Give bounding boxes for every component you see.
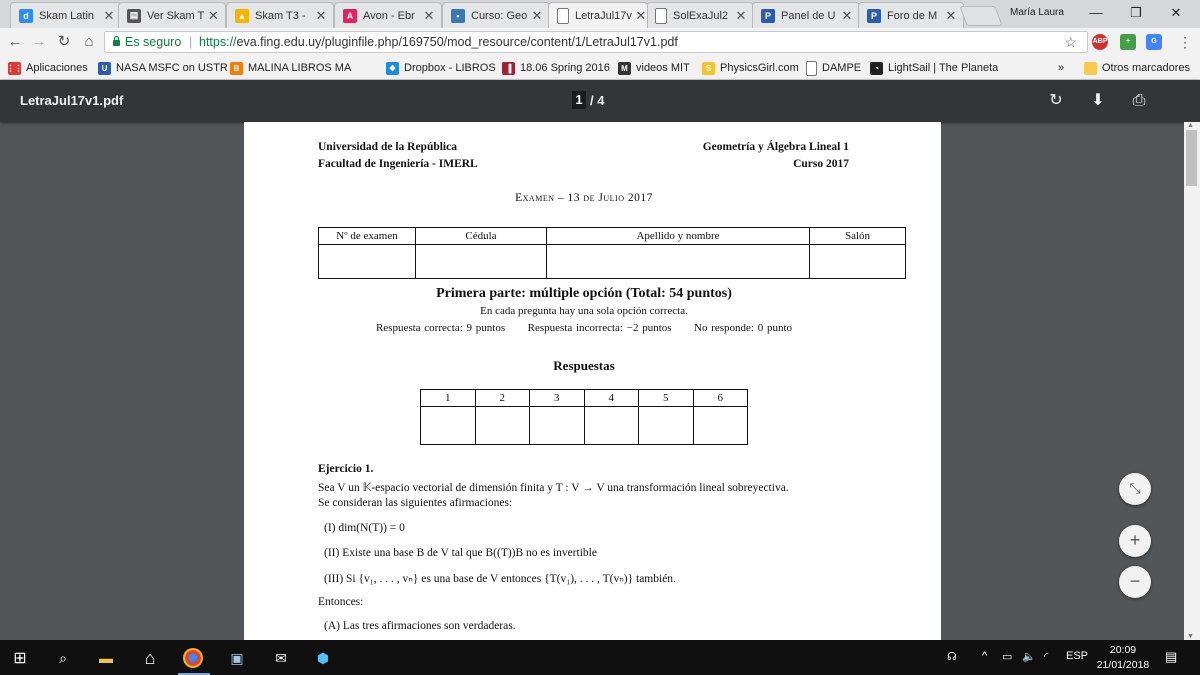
people-icon[interactable]: ☊ — [947, 651, 957, 663]
bookmark-8[interactable] — [806, 60, 861, 76]
reload-icon[interactable]: ↻ — [57, 33, 71, 50]
header-name: Apellido y nombre — [547, 228, 810, 245]
answer-column-2: 2 — [475, 390, 530, 407]
bookmark-label: DAMPE — [822, 62, 862, 74]
bookmark-9[interactable] — [870, 60, 998, 76]
cedula-cell — [416, 245, 547, 279]
secure-indicator[interactable] — [113, 32, 181, 52]
app-cube-icon[interactable]: ⬢ — [316, 649, 330, 666]
bookmark-6[interactable] — [618, 60, 690, 76]
part-subtitle: En cada pregunta hay una sola opción correcta. — [480, 305, 688, 317]
apps-grid-icon: ⋮⋮ — [6, 63, 23, 73]
url-text[interactable]: https://eva.fing.edu.uy/pluginfile.php/169750/mod_resource/content/1/LetraJul17v1.pdf — [199, 35, 678, 49]
url-separator: | — [189, 35, 193, 49]
lock-icon — [113, 40, 120, 46]
bookmark-label: videos MIT — [636, 62, 690, 74]
answers-table — [420, 389, 748, 445]
tab-4[interactable] — [334, 2, 442, 28]
scrollbar[interactable] — [1184, 122, 1200, 640]
scoring-line: Respuesta correcta: 9 puntos Respuesta incorrecta: −2 puntos No responde: 0 punto — [375, 322, 793, 334]
tab-close-icon[interactable]: ✕ — [103, 7, 115, 23]
answer-column-3: 3 — [530, 390, 585, 407]
bookmark-3[interactable] — [230, 60, 351, 76]
bookmarks-more-button[interactable]: » — [1058, 62, 1065, 74]
document-icon — [806, 61, 817, 76]
answer-cell-1 — [421, 407, 476, 445]
tab-title: Foro de M — [887, 9, 938, 22]
answer-column-6: 6 — [693, 390, 748, 407]
mit-icon: ▐ — [502, 62, 515, 75]
tab-title: LetraJul17v — [575, 9, 632, 22]
exercise-statement: Sea V un 𝕂-espacio vectorial de dimensión finita y T : V → V una transformación lineal sobreyectiva. — [318, 482, 789, 494]
bookmark-label: LightSail | The Planeta — [888, 62, 999, 74]
tab-title: Avon - Ebr — [363, 9, 415, 22]
header-room: Salón — [810, 228, 906, 245]
answer-cell-3 — [530, 407, 585, 445]
then-label: Entonces: — [318, 596, 364, 608]
answers-title: Respuestas — [553, 358, 615, 373]
bookmark-1[interactable] — [8, 60, 88, 76]
windows-taskbar — [0, 640, 1200, 675]
page-total: / 4 — [590, 93, 605, 108]
bookmark-star-icon[interactable]: ☆ — [1064, 34, 1077, 50]
tab-close-icon[interactable]: ✕ — [735, 7, 747, 23]
wifi-icon[interactable]: ◜ — [1044, 651, 1049, 663]
page-number-input[interactable]: 1 — [572, 91, 586, 109]
tab-title: Skam T3 - — [255, 9, 306, 22]
file-explorer-icon[interactable]: ▬ — [99, 650, 113, 666]
answer-column-4: 4 — [584, 390, 639, 407]
exam-title: Examen – 13 de Julio 2017 — [515, 192, 653, 204]
scrollbar-thumb[interactable] — [1186, 130, 1197, 186]
tab-1[interactable] — [10, 2, 122, 28]
tray-chevron-icon[interactable]: ^ — [982, 650, 988, 662]
minimize-icon[interactable]: — — [1089, 5, 1103, 20]
part-title: Primera parte: múltiple opción (Total: 54 puntos) — [436, 286, 732, 301]
forum-icon: P — [867, 9, 881, 23]
bookmark-label: Otros marcadores — [1102, 62, 1191, 74]
pdf-toolbar — [0, 80, 1200, 122]
profile-name[interactable]: María Laura — [1010, 7, 1064, 18]
home-app-icon[interactable]: ⌂ — [144, 647, 156, 668]
battery-icon[interactable]: ▭ — [1002, 651, 1013, 663]
tab-9[interactable] — [858, 2, 964, 28]
bookmark-label: PhysicsGirl.com — [720, 62, 799, 74]
pdf-filename: LetraJul17v1.pdf — [20, 93, 124, 108]
print-icon[interactable]: ⎙ — [1132, 92, 1146, 109]
exercise-title: Ejercicio 1. — [318, 463, 374, 475]
tab-title: Skam Latin — [39, 9, 95, 22]
header-right: Geometría y Álgebra Lineal 1 Curso 2017 — [702, 141, 849, 170]
name-cell — [547, 245, 810, 279]
drive-icon: ▲ — [235, 9, 249, 23]
bookmark-2[interactable] — [98, 60, 228, 76]
dropbox-icon: ❖ — [386, 62, 399, 75]
bookmark-label: MALINA LIBROS MA — [248, 62, 352, 74]
statement-2: (II) Existe una base B de V tal que B((T))B no es invertible — [324, 547, 597, 559]
blogger-icon: B — [230, 62, 243, 75]
answer-column-1: 1 — [421, 390, 476, 407]
tab-title: Panel de U — [781, 9, 836, 22]
volume-icon[interactable]: 🔈 — [1022, 651, 1036, 663]
translate-icon[interactable]: G — [1146, 34, 1162, 50]
bookmark-label: Dropbox - LIBROS — [404, 62, 496, 74]
pdf-page — [244, 122, 941, 640]
extension-icon[interactable]: + — [1120, 34, 1136, 50]
tab-2[interactable] — [118, 2, 226, 28]
bookmark-label: 18.06 Spring 2016 — [520, 62, 610, 74]
tab-close-icon[interactable]: ✕ — [315, 7, 327, 23]
statement-1: (I) dim(N(T)) = 0 — [324, 522, 405, 534]
browser-toolbar — [0, 28, 1200, 56]
moodle-icon: ▪ — [451, 9, 465, 23]
tab-close-icon[interactable]: ✕ — [945, 7, 957, 23]
notifications-icon[interactable]: ▤ — [1165, 649, 1178, 664]
mit-ocw-icon: M — [618, 62, 631, 75]
home-icon[interactable]: ⌂ — [84, 33, 94, 50]
bookmark-5[interactable] — [502, 60, 610, 76]
bookmark-7[interactable] — [702, 60, 799, 76]
rotate-icon[interactable]: ↻ — [1049, 92, 1063, 109]
tab-strip — [0, 0, 1200, 28]
ustream-icon: U — [98, 62, 111, 75]
close-window-icon[interactable]: ✕ — [1170, 5, 1182, 20]
d-icon: d — [19, 9, 33, 23]
restore-icon[interactable]: ❐ — [1130, 5, 1142, 20]
search-icon[interactable]: ⌕ — [59, 649, 67, 666]
menu-icon[interactable]: ⋮ — [1178, 34, 1192, 50]
answer-cell-4 — [584, 407, 639, 445]
tab-close-icon[interactable]: ✕ — [423, 7, 435, 23]
answer-cell-6 — [693, 407, 748, 445]
bookmark-4[interactable] — [386, 60, 496, 76]
statement-3: (III) Si {v₁, . . . , vₙ} es una base de V entonces {T(v₁), . . . , T(vₙ)} también. — [324, 573, 676, 585]
header-exam-number: Nº de examen — [319, 228, 416, 245]
tab-close-icon[interactable]: ✕ — [841, 7, 853, 23]
header-left: Universidad de la República Facultad de Ingeniería - IMERL — [318, 141, 478, 170]
physicsgirl-icon: S — [702, 62, 715, 75]
tab-close-icon[interactable]: ✕ — [531, 7, 543, 23]
tab-title: Curso: Geo — [471, 9, 528, 22]
tab-6[interactable] — [548, 2, 648, 28]
forward-arrow-icon[interactable]: → — [31, 33, 47, 50]
clapper-icon: ▤ — [127, 9, 141, 23]
zoom-out-icon[interactable]: − — [1119, 566, 1151, 598]
tab-close-icon[interactable]: ✕ — [207, 7, 219, 23]
tab-title: SolExaJul2 — [673, 9, 729, 22]
option-a: (A) Las tres afirmaciones son verdaderas. — [324, 620, 516, 632]
bookmarks-bar — [0, 56, 1200, 80]
answer-cell-2 — [475, 407, 530, 445]
document-icon — [557, 8, 569, 24]
chrome-icon[interactable] — [183, 648, 203, 668]
folder-icon — [1084, 62, 1097, 75]
student-id-table — [318, 227, 906, 279]
bookmark-label: NASA MSFC on USTR — [116, 62, 228, 74]
tab-8[interactable] — [752, 2, 860, 28]
document-icon — [655, 8, 667, 24]
header-cedula: Cédula — [416, 228, 547, 245]
mail-icon[interactable]: ✉ — [275, 649, 287, 666]
network-app-icon[interactable]: ▣ — [230, 649, 244, 666]
download-icon[interactable]: ⬇ — [1091, 92, 1105, 109]
address-bar[interactable] — [104, 31, 1088, 53]
new-tab-button[interactable] — [959, 6, 1002, 26]
answer-cell-5 — [639, 407, 694, 445]
clock[interactable]: 20:09 21/01/2018 — [1096, 644, 1150, 671]
answer-column-5: 5 — [639, 390, 694, 407]
scroll-down-icon[interactable]: ▼ — [1187, 633, 1194, 640]
bookmark-label: Aplicaciones — [26, 62, 88, 74]
forum-icon: P — [761, 9, 775, 23]
lightsail-icon: ◔ — [870, 62, 883, 75]
tab-7[interactable] — [646, 2, 754, 28]
secure-label: Es seguro — [125, 35, 182, 49]
zoom-in-icon[interactable]: + — [1119, 525, 1151, 557]
adblock-icon[interactable]: ABP — [1092, 34, 1108, 50]
tab-3[interactable] — [226, 2, 334, 28]
back-arrow-icon[interactable]: ← — [7, 33, 23, 50]
bookmark-10[interactable] — [1084, 60, 1190, 76]
avon-icon: A — [343, 9, 357, 23]
room-cell — [810, 245, 906, 279]
tab-close-icon[interactable]: ✕ — [635, 7, 647, 23]
fit-page-icon[interactable]: ⤡ — [1119, 473, 1151, 505]
exercise-intro: Se consideran las siguientes afirmaciones: — [318, 497, 513, 509]
language-indicator[interactable]: ESP — [1066, 650, 1089, 662]
scroll-up-icon[interactable]: ▲ — [1187, 122, 1194, 129]
windows-start-icon[interactable]: ⊞ — [13, 650, 27, 667]
exam-number-cell — [319, 245, 416, 279]
tab-5[interactable] — [442, 2, 550, 28]
tab-title: Ver Skam T — [147, 9, 205, 22]
